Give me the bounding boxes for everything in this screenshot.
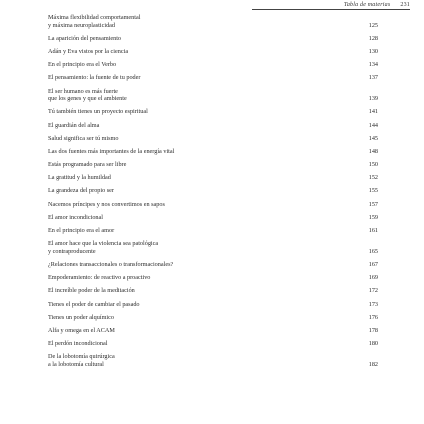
toc-entry <box>48 148 378 156</box>
toc-entry <box>48 314 378 322</box>
toc-entry-page: 180 <box>368 340 378 348</box>
toc-entry-text: y contraproducente <box>48 247 96 255</box>
toc-entry-text: Tú también tienes un proyecto espiritual <box>48 108 148 116</box>
toc-entry <box>48 95 378 103</box>
toc-entry-text: El ser humano es más fuerte <box>48 87 118 95</box>
toc-entry-text: En el principio era el Verbo <box>48 61 117 69</box>
toc-entry-page: 172 <box>368 287 378 295</box>
running-header <box>344 2 410 8</box>
toc-entry <box>48 353 378 361</box>
toc-entry-text: Adán y Eva vistos por la ciencia <box>48 47 129 55</box>
toc-entry <box>48 88 378 96</box>
toc-entry <box>48 48 378 56</box>
toc-entry-text: La aparición del pensamiento <box>48 34 122 42</box>
toc-entry-page: 141 <box>368 108 378 116</box>
toc-entry <box>48 261 378 269</box>
toc-entry <box>48 227 378 235</box>
toc-entry <box>48 240 378 248</box>
toc-entry-page: 134 <box>368 61 378 69</box>
toc-entry-text: Máxima flexibilidad comportamental <box>48 14 141 21</box>
table-of-contents <box>48 14 378 368</box>
toc-entry-text: ¿Relaciones transaccionales o transformacionales? <box>48 260 174 268</box>
toc-entry <box>48 61 378 69</box>
toc-entry <box>48 187 378 195</box>
toc-entry-page: 130 <box>368 47 378 55</box>
toc-entry-page: 152 <box>368 174 378 182</box>
toc-entry-page: 169 <box>368 274 378 282</box>
toc-entry <box>48 214 378 222</box>
toc-entry-text: Tienes un poder alquímico <box>48 313 114 321</box>
toc-entry-text: y máxima neuroplasticidad <box>48 21 116 29</box>
toc-entry <box>48 22 378 30</box>
toc-entry-text: El guardián del alma <box>48 121 100 129</box>
toc-entry-page: 182 <box>368 360 378 368</box>
header-rule <box>252 9 410 10</box>
toc-entry-page: 128 <box>368 34 378 42</box>
toc-entry-page: 145 <box>368 134 378 142</box>
toc-entry <box>48 248 378 256</box>
toc-entry-page: 173 <box>368 300 378 308</box>
toc-entry <box>48 274 378 282</box>
toc-entry-text: Salud significa ser tú mismo <box>48 134 119 142</box>
toc-entry <box>48 201 378 209</box>
toc-entry-page: 148 <box>368 147 378 155</box>
toc-entry <box>48 135 378 143</box>
toc-entry-text: El pensamiento: la fuente de tu poder <box>48 74 141 82</box>
toc-entry-text: La grandeza del propio ser <box>48 187 114 195</box>
toc-entry-text: Las dos fuentes más importantes de la energía vital <box>48 147 175 155</box>
toc-entry-text: Alfa y omega en el ACAM <box>48 326 115 334</box>
toc-entry <box>48 301 378 309</box>
toc-entry <box>48 327 378 335</box>
toc-entry <box>48 74 378 82</box>
toc-entry-text: El increíble poder de la meditación <box>48 287 135 295</box>
toc-entry-page: 167 <box>368 260 378 268</box>
toc-entry-text: Tienes el poder de cambiar el pasado <box>48 300 140 308</box>
toc-entry-page: 161 <box>368 227 378 234</box>
toc-entry-page: 139 <box>368 95 378 103</box>
toc-entry <box>48 287 378 295</box>
toc-entry-text: a la lobotomía cultural <box>48 360 104 368</box>
toc-entry-page: 176 <box>368 313 378 321</box>
toc-entry-page: 137 <box>368 74 378 82</box>
toc-entry <box>48 108 378 116</box>
toc-entry-text: El perdón incondicional <box>48 340 108 348</box>
toc-entry <box>48 174 378 182</box>
running-title: Tabla de materias <box>343 2 391 8</box>
toc-entry <box>48 161 378 169</box>
toc-entry-page: 159 <box>368 213 378 221</box>
toc-entry-page: 165 <box>368 247 378 255</box>
toc-entry-text: El amor hace que la violencia sea patológica <box>48 240 159 248</box>
page-number: 231 <box>400 2 410 8</box>
toc-entry <box>48 35 378 43</box>
toc-entry-text: En el principio era el amor <box>48 227 115 234</box>
toc-entry-page: 155 <box>368 187 378 195</box>
toc-entry <box>48 122 378 130</box>
toc-entry-page: 144 <box>368 121 378 129</box>
toc-entry <box>48 14 378 22</box>
toc-entry-text: El amor incondicional <box>48 213 103 221</box>
toc-entry-text: que los genes y que el ambiente <box>48 95 127 103</box>
toc-entry-text: La gratitud y la humildad <box>48 174 111 182</box>
toc-entry-page: 178 <box>368 326 378 334</box>
toc-entry-page: 150 <box>368 161 378 169</box>
toc-entry-page: 157 <box>368 200 378 208</box>
toc-entry <box>48 361 378 369</box>
toc-entry-text: Estás programado para ser libre <box>48 161 127 169</box>
toc-entry-page: 125 <box>368 21 378 29</box>
toc-entry-text: Nacemos príncipes y nos convertimos en sapos <box>48 200 165 208</box>
toc-entry <box>48 340 378 348</box>
toc-entry-text: De la lobotomía quirúrgica <box>48 353 115 361</box>
toc-entry-text: Empoderamiento: de reactivo a proactivo <box>48 274 151 282</box>
